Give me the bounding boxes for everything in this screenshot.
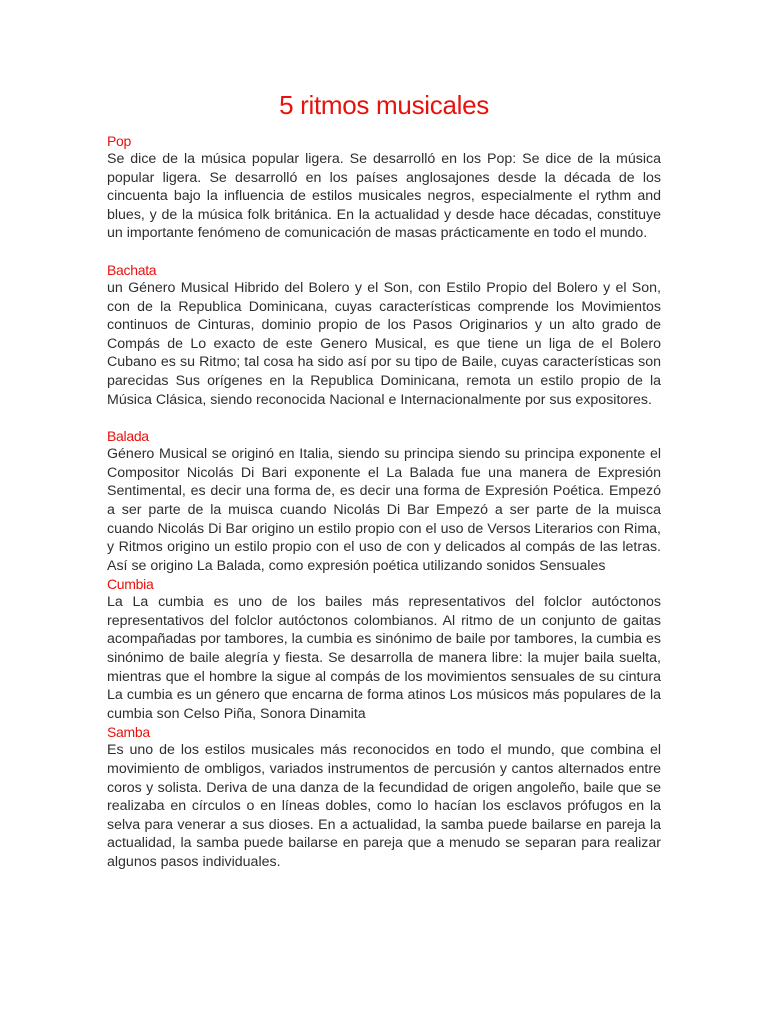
document-page: [107, 88, 661, 872]
section-balada: [107, 427, 661, 575]
section-heading: Balada: [107, 428, 149, 445]
section-bachata: [107, 261, 661, 409]
section-heading: Samba: [107, 724, 150, 741]
section-body: Género Musical se originó en Italia, siendo su principa siendo su principa exponente el Compositor Nicolás Di Bari exponente el La Balada fue una manera de Expresión Sentimental, es decir una forma de, es decir una forma de Expresión Poética. Empezó a ser parte de la muisca cuando Nicolás Di Bar Empezó a ser parte de la muisca cuando Nicolás Di Bar origino un estilo propio con el uso de Versos Literarios con Rima, y Ritmos origino un estilo propio con el uso de con y delicados al compás de las letras. Así se origino La Balada, como expresión poética utilizando sonidos Sensuales: [107, 446, 661, 574]
section-body: Es uno de los estilos musicales más reconocidos en todo el mundo, que combina el movimiento de ombligos, variados instrumentos de percusión y cantos alternados entre coros y solista. Deriva de una danza de la fecundidad de origen angoleño, baile que se realizaba en círculos o en líneas dobles, como lo hacían los esclavos prófugos en la selva para venerar a sus dioses. En a actualidad, la samba puede bailarse en pareja la actualidad, la samba puede bailarse en pareja que a menudo se separan para realizar algunos pasos individuales.: [107, 742, 661, 870]
section-pop: [107, 132, 661, 243]
section-heading: Cumbia: [107, 576, 154, 593]
section-heading: Pop: [107, 133, 132, 149]
section-body: Se dice de la música popular ligera. Se desarrolló en los Pop: Se dice de la música popular ligera. Se desarrolló en los países anglosajones desde la década de los cincuenta bajo la influencia de estilos musicales negros, especialmente el rythm and blues, y de la música folk británica. En la actualidad y desde hace décadas, constituye un importante fenómeno de comunicación de masas prácticamente en todo el mundo.: [107, 151, 661, 242]
section-samba: [107, 723, 661, 871]
section-heading: Bachata: [107, 261, 157, 278]
section-body: un Género Musical Hibrido del Bolero y el Son, con Estilo Propio del Bolero y el Son, con de la Republica Dominicana, cuyas características comprende los Movimientos continuos de Cinturas, dominio propio de los Pasos Originarios y un alto grado de Compás de Lo exacto de este Genero Musical, es que tiene un liga de el Bolero Cubano es su Ritmo; tal cosa ha sido así por su tipo de Baile, cuyas características son parecidas Sus orígenes en la Republica Dominicana, remota un estilo propio de la Música Clásica, siendo reconocida Nacional e Internacionalmente por sus expositores.: [107, 279, 661, 408]
document-title: 5 ritmos musicales: [279, 90, 489, 120]
section-body: La La cumbia es uno de los bailes más representativos del folclor autóctonos representativos del folclor autóctonos colombianos. Al ritmo de un conjunto de gaitas acompañadas por tambores, la cumbia es sinónimo de baile por tambores, la cumbia es sinónimo de baile alegría y fiesta. Se desarrolla de manera libre: la mujer baila suelta, mientras que el hombre la sigue al compás de los movimientos sensuales de su cintura La cumbia es un género que encarna de forma atinos Los músicos más populares de la cumbia son Celso Piña, Sonora Dinamita: [107, 594, 661, 722]
section-cumbia: [107, 575, 661, 723]
